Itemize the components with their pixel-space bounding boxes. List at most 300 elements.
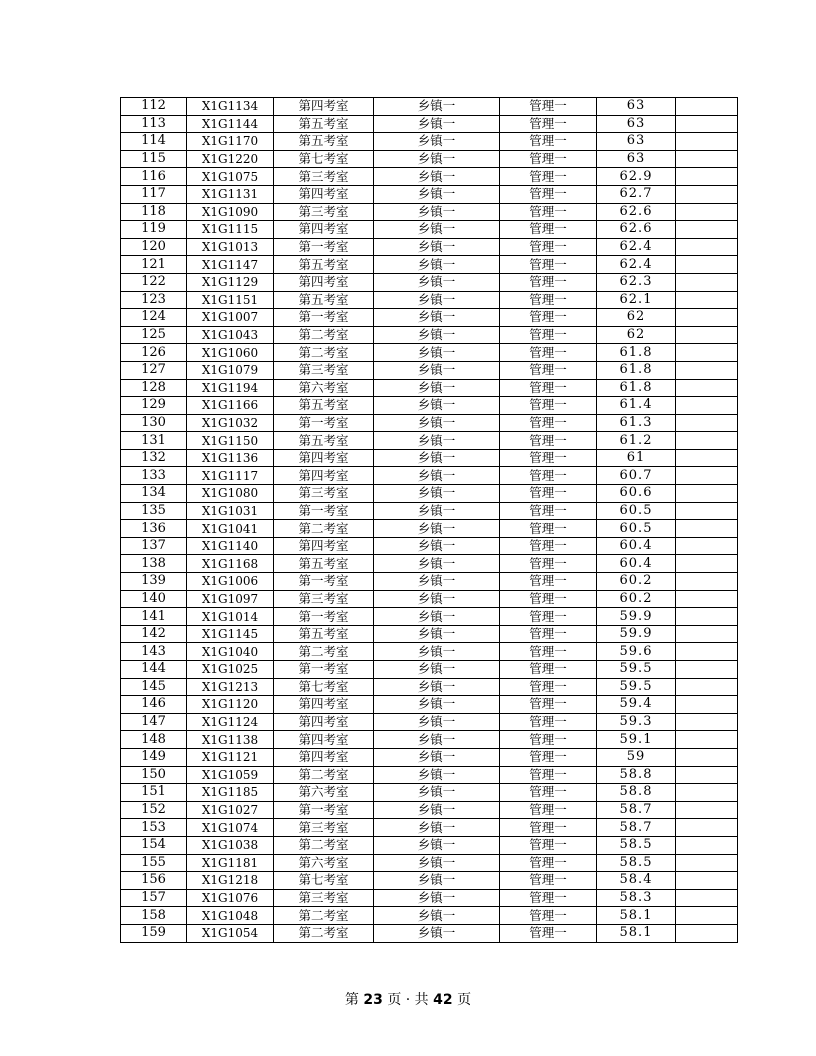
seq-cell: 113 — [121, 115, 187, 133]
seq-cell: 147 — [121, 713, 187, 731]
position-cell: 管理一 — [500, 326, 597, 344]
table-row — [121, 467, 738, 485]
position-cell: 管理一 — [500, 291, 597, 309]
remark-cell — [676, 907, 738, 925]
township-cell: 乡镇一 — [374, 766, 500, 784]
table-row — [121, 537, 738, 555]
remark-cell — [676, 625, 738, 643]
exam-room-cell: 第一考室 — [274, 608, 374, 626]
exam-room-cell: 第三考室 — [274, 819, 374, 837]
remark-cell — [676, 819, 738, 837]
table-row — [121, 414, 738, 432]
score-cell: 59.9 — [597, 608, 676, 626]
remark-cell — [676, 185, 738, 203]
remark-cell — [676, 115, 738, 133]
score-cell: 62 — [597, 326, 676, 344]
position-cell: 管理一 — [500, 625, 597, 643]
township-cell: 乡镇一 — [374, 203, 500, 221]
remark-cell — [676, 520, 738, 538]
score-cell: 58.5 — [597, 836, 676, 854]
position-cell: 管理一 — [500, 414, 597, 432]
candidate-id-cell: X1G1075 — [187, 168, 274, 186]
seq-cell: 117 — [121, 185, 187, 203]
seq-cell: 142 — [121, 625, 187, 643]
position-cell: 管理一 — [500, 256, 597, 274]
candidate-id-cell: X1G1150 — [187, 432, 274, 450]
table-row — [121, 238, 738, 256]
remark-cell — [676, 643, 738, 661]
candidate-id-cell: X1G1115 — [187, 221, 274, 239]
township-cell: 乡镇一 — [374, 784, 500, 802]
table-row — [121, 836, 738, 854]
township-cell: 乡镇一 — [374, 819, 500, 837]
table-row — [121, 379, 738, 397]
score-cell: 61.3 — [597, 414, 676, 432]
position-cell: 管理一 — [500, 537, 597, 555]
score-cell: 62.6 — [597, 203, 676, 221]
township-cell: 乡镇一 — [374, 98, 500, 116]
seq-cell: 130 — [121, 414, 187, 432]
candidate-id-cell: X1G1006 — [187, 573, 274, 591]
exam-room-cell: 第五考室 — [274, 432, 374, 450]
candidate-id-cell: X1G1074 — [187, 819, 274, 837]
candidate-id-cell: X1G1032 — [187, 414, 274, 432]
seq-cell: 151 — [121, 784, 187, 802]
seq-cell: 148 — [121, 731, 187, 749]
seq-cell: 154 — [121, 836, 187, 854]
candidate-id-cell: X1G1079 — [187, 361, 274, 379]
position-cell: 管理一 — [500, 449, 597, 467]
score-cell: 60.2 — [597, 590, 676, 608]
position-cell: 管理一 — [500, 872, 597, 890]
position-cell: 管理一 — [500, 573, 597, 591]
seq-cell: 153 — [121, 819, 187, 837]
candidate-id-cell: X1G1170 — [187, 133, 274, 151]
table-row — [121, 643, 738, 661]
score-cell: 63 — [597, 115, 676, 133]
table-row — [121, 731, 738, 749]
township-cell: 乡镇一 — [374, 678, 500, 696]
candidate-id-cell: X1G1120 — [187, 696, 274, 714]
score-cell: 62.6 — [597, 221, 676, 239]
table-row — [121, 309, 738, 327]
exam-room-cell: 第四考室 — [274, 713, 374, 731]
score-cell: 61.8 — [597, 344, 676, 362]
score-cell: 62.4 — [597, 256, 676, 274]
candidate-id-cell: X1G1218 — [187, 872, 274, 890]
township-cell: 乡镇一 — [374, 555, 500, 573]
position-cell: 管理一 — [500, 361, 597, 379]
score-cell: 59.6 — [597, 643, 676, 661]
township-cell: 乡镇一 — [374, 238, 500, 256]
score-cell: 60.6 — [597, 485, 676, 503]
candidate-id-cell: X1G1054 — [187, 924, 274, 942]
exam-room-cell: 第四考室 — [274, 731, 374, 749]
position-cell: 管理一 — [500, 836, 597, 854]
score-cell: 61.2 — [597, 432, 676, 450]
candidate-id-cell: X1G1059 — [187, 766, 274, 784]
score-cell: 59.3 — [597, 713, 676, 731]
candidate-id-cell: X1G1166 — [187, 397, 274, 415]
remark-cell — [676, 273, 738, 291]
township-cell: 乡镇一 — [374, 150, 500, 168]
remark-cell — [676, 872, 738, 890]
score-cell: 58.5 — [597, 854, 676, 872]
township-cell: 乡镇一 — [374, 872, 500, 890]
position-cell: 管理一 — [500, 344, 597, 362]
candidate-id-cell: X1G1124 — [187, 713, 274, 731]
exam-room-cell: 第五考室 — [274, 291, 374, 309]
seq-cell: 145 — [121, 678, 187, 696]
position-cell: 管理一 — [500, 713, 597, 731]
position-cell: 管理一 — [500, 731, 597, 749]
table-row — [121, 713, 738, 731]
township-cell: 乡镇一 — [374, 326, 500, 344]
seq-cell: 116 — [121, 168, 187, 186]
exam-room-cell: 第三考室 — [274, 590, 374, 608]
township-cell: 乡镇一 — [374, 432, 500, 450]
remark-cell — [676, 555, 738, 573]
candidate-id-cell: X1G1168 — [187, 555, 274, 573]
position-cell: 管理一 — [500, 432, 597, 450]
township-cell: 乡镇一 — [374, 344, 500, 362]
township-cell: 乡镇一 — [374, 520, 500, 538]
table-row — [121, 168, 738, 186]
position-cell: 管理一 — [500, 907, 597, 925]
remark-cell — [676, 502, 738, 520]
seq-cell: 140 — [121, 590, 187, 608]
seq-cell: 132 — [121, 449, 187, 467]
score-cell: 59.1 — [597, 731, 676, 749]
remark-cell — [676, 590, 738, 608]
position-cell: 管理一 — [500, 678, 597, 696]
exam-room-cell: 第一考室 — [274, 661, 374, 679]
exam-room-cell: 第四考室 — [274, 537, 374, 555]
table-row — [121, 221, 738, 239]
table-row — [121, 801, 738, 819]
exam-room-cell: 第四考室 — [274, 221, 374, 239]
seq-cell: 157 — [121, 889, 187, 907]
township-cell: 乡镇一 — [374, 256, 500, 274]
score-cell: 61 — [597, 449, 676, 467]
township-cell: 乡镇一 — [374, 608, 500, 626]
remark-cell — [676, 678, 738, 696]
exam-room-cell: 第三考室 — [274, 485, 374, 503]
score-cell: 62.3 — [597, 273, 676, 291]
position-cell: 管理一 — [500, 467, 597, 485]
seq-cell: 135 — [121, 502, 187, 520]
candidate-id-cell: X1G1080 — [187, 485, 274, 503]
township-cell: 乡镇一 — [374, 133, 500, 151]
candidate-id-cell: X1G1090 — [187, 203, 274, 221]
exam-room-cell: 第一考室 — [274, 238, 374, 256]
township-cell: 乡镇一 — [374, 643, 500, 661]
exam-room-cell: 第二考室 — [274, 643, 374, 661]
seq-cell: 146 — [121, 696, 187, 714]
seq-cell: 128 — [121, 379, 187, 397]
table-row — [121, 924, 738, 942]
township-cell: 乡镇一 — [374, 696, 500, 714]
table-row — [121, 819, 738, 837]
township-cell: 乡镇一 — [374, 485, 500, 503]
township-cell: 乡镇一 — [374, 379, 500, 397]
position-cell: 管理一 — [500, 819, 597, 837]
table-row — [121, 520, 738, 538]
township-cell: 乡镇一 — [374, 221, 500, 239]
table-row — [121, 889, 738, 907]
seq-cell: 131 — [121, 432, 187, 450]
position-cell: 管理一 — [500, 854, 597, 872]
exam-room-cell: 第一考室 — [274, 309, 374, 327]
score-cell: 62.4 — [597, 238, 676, 256]
score-cell: 60.2 — [597, 573, 676, 591]
footer-suffix: 页 — [457, 992, 472, 1008]
seq-cell: 121 — [121, 256, 187, 274]
position-cell: 管理一 — [500, 185, 597, 203]
remark-cell — [676, 256, 738, 274]
page-footer — [0, 989, 816, 1009]
township-cell: 乡镇一 — [374, 414, 500, 432]
exam-room-cell: 第一考室 — [274, 414, 374, 432]
table-row — [121, 907, 738, 925]
exam-room-cell: 第一考室 — [274, 801, 374, 819]
score-table — [120, 97, 738, 943]
seq-cell: 122 — [121, 273, 187, 291]
position-cell: 管理一 — [500, 238, 597, 256]
score-cell: 60.7 — [597, 467, 676, 485]
exam-room-cell: 第二考室 — [274, 907, 374, 925]
exam-room-cell: 第六考室 — [274, 379, 374, 397]
position-cell: 管理一 — [500, 889, 597, 907]
score-cell: 59 — [597, 748, 676, 766]
township-cell: 乡镇一 — [374, 731, 500, 749]
remark-cell — [676, 924, 738, 942]
remark-cell — [676, 291, 738, 309]
township-cell: 乡镇一 — [374, 801, 500, 819]
current-page-number: 23 — [363, 992, 383, 1008]
score-cell: 63 — [597, 150, 676, 168]
seq-cell: 126 — [121, 344, 187, 362]
candidate-id-cell: X1G1014 — [187, 608, 274, 626]
position-cell: 管理一 — [500, 203, 597, 221]
table-row — [121, 150, 738, 168]
table-row — [121, 273, 738, 291]
table-row — [121, 361, 738, 379]
township-cell: 乡镇一 — [374, 907, 500, 925]
position-cell: 管理一 — [500, 98, 597, 116]
remark-cell — [676, 784, 738, 802]
remark-cell — [676, 889, 738, 907]
township-cell: 乡镇一 — [374, 573, 500, 591]
candidate-id-cell: X1G1145 — [187, 625, 274, 643]
score-cell: 60.5 — [597, 502, 676, 520]
score-cell: 61.8 — [597, 361, 676, 379]
exam-room-cell: 第四考室 — [274, 98, 374, 116]
remark-cell — [676, 467, 738, 485]
candidate-id-cell: X1G1213 — [187, 678, 274, 696]
score-cell: 63 — [597, 133, 676, 151]
exam-room-cell: 第四考室 — [274, 467, 374, 485]
remark-cell — [676, 326, 738, 344]
position-cell: 管理一 — [500, 115, 597, 133]
position-cell: 管理一 — [500, 643, 597, 661]
seq-cell: 112 — [121, 98, 187, 116]
candidate-id-cell: X1G1007 — [187, 309, 274, 327]
remark-cell — [676, 98, 738, 116]
table-row — [121, 203, 738, 221]
table-row — [121, 678, 738, 696]
remark-cell — [676, 537, 738, 555]
table-row — [121, 256, 738, 274]
exam-room-cell: 第一考室 — [274, 502, 374, 520]
seq-cell: 114 — [121, 133, 187, 151]
score-cell: 58.4 — [597, 872, 676, 890]
score-cell: 60.4 — [597, 537, 676, 555]
table-row — [121, 748, 738, 766]
remark-cell — [676, 731, 738, 749]
table-row — [121, 872, 738, 890]
position-cell: 管理一 — [500, 590, 597, 608]
table-row — [121, 397, 738, 415]
candidate-id-cell: X1G1144 — [187, 115, 274, 133]
position-cell: 管理一 — [500, 784, 597, 802]
seq-cell: 124 — [121, 309, 187, 327]
table-row — [121, 502, 738, 520]
table-row — [121, 98, 738, 116]
position-cell: 管理一 — [500, 696, 597, 714]
candidate-id-cell: X1G1076 — [187, 889, 274, 907]
township-cell: 乡镇一 — [374, 291, 500, 309]
seq-cell: 144 — [121, 661, 187, 679]
township-cell: 乡镇一 — [374, 273, 500, 291]
candidate-id-cell: X1G1220 — [187, 150, 274, 168]
seq-cell: 134 — [121, 485, 187, 503]
candidate-id-cell: X1G1147 — [187, 256, 274, 274]
exam-room-cell: 第四考室 — [274, 273, 374, 291]
remark-cell — [676, 485, 738, 503]
table-row — [121, 115, 738, 133]
score-cell: 58.1 — [597, 924, 676, 942]
seq-cell: 129 — [121, 397, 187, 415]
candidate-id-cell: X1G1027 — [187, 801, 274, 819]
township-cell: 乡镇一 — [374, 924, 500, 942]
township-cell: 乡镇一 — [374, 502, 500, 520]
candidate-id-cell: X1G1041 — [187, 520, 274, 538]
exam-room-cell: 第二考室 — [274, 924, 374, 942]
township-cell: 乡镇一 — [374, 361, 500, 379]
remark-cell — [676, 608, 738, 626]
seq-cell: 115 — [121, 150, 187, 168]
score-cell: 62.7 — [597, 185, 676, 203]
exam-room-cell: 第四考室 — [274, 449, 374, 467]
seq-cell: 141 — [121, 608, 187, 626]
township-cell: 乡镇一 — [374, 713, 500, 731]
remark-cell — [676, 449, 738, 467]
seq-cell: 139 — [121, 573, 187, 591]
remark-cell — [676, 432, 738, 450]
position-cell: 管理一 — [500, 555, 597, 573]
exam-room-cell: 第六考室 — [274, 854, 374, 872]
score-cell: 61.8 — [597, 379, 676, 397]
candidate-id-cell: X1G1131 — [187, 185, 274, 203]
table-row — [121, 608, 738, 626]
candidate-id-cell: X1G1048 — [187, 907, 274, 925]
seq-cell: 149 — [121, 748, 187, 766]
township-cell: 乡镇一 — [374, 661, 500, 679]
table-row — [121, 766, 738, 784]
candidate-id-cell: X1G1060 — [187, 344, 274, 362]
position-cell: 管理一 — [500, 801, 597, 819]
position-cell: 管理一 — [500, 748, 597, 766]
exam-room-cell: 第四考室 — [274, 185, 374, 203]
candidate-id-cell: X1G1040 — [187, 643, 274, 661]
position-cell: 管理一 — [500, 133, 597, 151]
exam-room-cell: 第五考室 — [274, 397, 374, 415]
position-cell: 管理一 — [500, 766, 597, 784]
township-cell: 乡镇一 — [374, 309, 500, 327]
candidate-id-cell: X1G1013 — [187, 238, 274, 256]
remark-cell — [676, 203, 738, 221]
score-cell: 58.7 — [597, 819, 676, 837]
remark-cell — [676, 309, 738, 327]
remark-cell — [676, 661, 738, 679]
remark-cell — [676, 748, 738, 766]
candidate-id-cell: X1G1121 — [187, 748, 274, 766]
remark-cell — [676, 713, 738, 731]
score-cell: 58.8 — [597, 784, 676, 802]
seq-cell: 119 — [121, 221, 187, 239]
position-cell: 管理一 — [500, 924, 597, 942]
candidate-id-cell: X1G1140 — [187, 537, 274, 555]
score-cell: 62 — [597, 309, 676, 327]
seq-cell: 150 — [121, 766, 187, 784]
candidate-id-cell: X1G1136 — [187, 449, 274, 467]
remark-cell — [676, 766, 738, 784]
remark-cell — [676, 379, 738, 397]
seq-cell: 156 — [121, 872, 187, 890]
seq-cell: 137 — [121, 537, 187, 555]
score-cell: 61.4 — [597, 397, 676, 415]
table-row — [121, 573, 738, 591]
position-cell: 管理一 — [500, 608, 597, 626]
township-cell: 乡镇一 — [374, 449, 500, 467]
remark-cell — [676, 361, 738, 379]
exam-room-cell: 第五考室 — [274, 555, 374, 573]
township-cell: 乡镇一 — [374, 836, 500, 854]
seq-cell: 123 — [121, 291, 187, 309]
candidate-id-cell: X1G1185 — [187, 784, 274, 802]
candidate-id-cell: X1G1129 — [187, 273, 274, 291]
score-cell: 59.5 — [597, 678, 676, 696]
position-cell: 管理一 — [500, 397, 597, 415]
score-cell: 59.5 — [597, 661, 676, 679]
position-cell: 管理一 — [500, 520, 597, 538]
township-cell: 乡镇一 — [374, 625, 500, 643]
seq-cell: 138 — [121, 555, 187, 573]
table-row — [121, 326, 738, 344]
remark-cell — [676, 854, 738, 872]
exam-room-cell: 第二考室 — [274, 836, 374, 854]
exam-room-cell: 第二考室 — [274, 344, 374, 362]
table-row — [121, 784, 738, 802]
township-cell: 乡镇一 — [374, 467, 500, 485]
candidate-id-cell: X1G1117 — [187, 467, 274, 485]
seq-cell: 143 — [121, 643, 187, 661]
exam-room-cell: 第一考室 — [274, 573, 374, 591]
remark-cell — [676, 836, 738, 854]
table-row — [121, 854, 738, 872]
position-cell: 管理一 — [500, 150, 597, 168]
